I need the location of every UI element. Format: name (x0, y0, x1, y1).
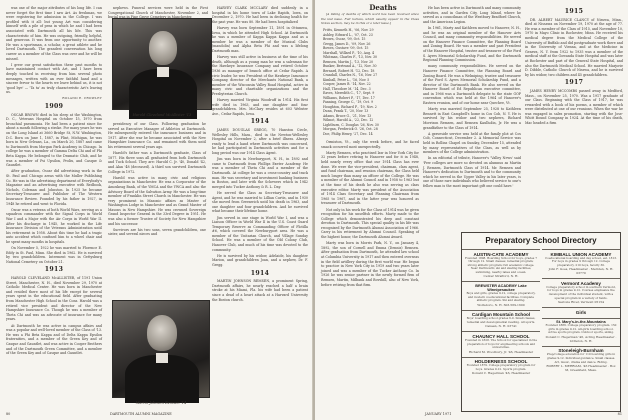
article-paragraph: MARTIN JOHNSON REMSEN, a prominent Spring, Dartmouth affairs, he nearly reached a half a brain stroke at his Miami, Fla. his wife had been a patient since a dead of a heart attack at a Harvard University the Boston church. (212, 279, 308, 302)
death-entry: Whitman, Charles F., '13, Nov. 30 (323, 55, 378, 59)
school-name: KIMBALL UNION ACADEMY (550, 251, 612, 257)
death-entry: Dunn, Frank T., '20, Nov. 13 (323, 109, 369, 113)
school-contact: Center Strafford, N. H. (483, 274, 519, 279)
ad-column-left (462, 249, 540, 378)
article-paragraph: Oscar was a veteran of both World Wars, serving as a squadron commander with the Signal Corps in World War I and a Major with the Air Corps in World War II. After his discharge in 1945, he worked in the Life Insurance Division of the Veterans Administration until his retirement in 1958. About this time he had a tragic auto accident which confined him to a wheel chair and he spent many months in hospitals. (6, 207, 102, 244)
death-entry: Marshall, Willard P., '10, Aug. 4 (323, 50, 375, 55)
article-paragraph: He has been active in Dartmouth and many community activities, and in Garden City, Long Island, where he served as a councilman of the Westbury Bradford Church, and the American Legion. (423, 6, 521, 24)
death-entry: Eaves, Meredith C., '17, Sept. 9 (323, 91, 375, 95)
death-entry: Kimball, Peter L., '16, Nov. 5 (323, 77, 370, 82)
school-contact: Donald C. Hagerman '46, Acting Headmaster · Littleton, N. H. (545, 334, 617, 343)
article-paragraph: was one of the major attributes of his long life. I can never forget the first time I saw Art. As freshman, we were registering for admission in the College. I was profiled with it all: but young Art was considering himself with a pile of pens in which he and I had been associated with Dartmouth all his life. This was characteristic of him. He was outgoing, friendly, helpful, and generous. It was from one opportunity to another. He was a sportsman, a scholar, a great athlete and he loved Dartmouth. The grandest conversation his long career as a member of the Class was over and he will be missed. (6, 6, 102, 61)
death-entry: Bernard, Robert H. '12, Dec. 18 (323, 68, 375, 73)
page-number: 80 (6, 412, 11, 416)
right-column-3 (525, 6, 623, 226)
school-description: Founded 1808. Boarding School for boys, grades 7 through 12. Small classes; remedial program; strong athletic program; full academic college. Near Dartmouth; ski and skating facilities, swimming, nearby lakes and ocean. (465, 255, 537, 274)
school-name: St. Mary's-in-the-Mountains (556, 320, 606, 325)
death-entry: Bowes, Gustave '09, Oct. 15 (323, 46, 369, 50)
article-paragraph: Marty Remsen, who practised law in New York City for 32 years before retiring to Hanover and for it in 1948, held nearly every office that our 1914 Class has ever done. We were the vice-president, chairman, class agent, and fund chairman, and reunion chairman, the Class held much longer than many an officer of the College. He was a member of the Alumni Council and in 1958 to 1963 but at the time of his death he also was serving as class executive editor. Marty was president of the Association of 1914 Class Secretary and Planning Chairman from 1965 to 1967, and in the latter year was honored as treasurer of Dartmouth. (321, 150, 419, 206)
class-year-heading: 1909 (44, 103, 64, 111)
portrait-collar (156, 353, 168, 363)
school-contact: Donald C. Hagerman '46, Headmaster (471, 371, 531, 376)
school-name: HOLDERNESS SCHOOL (474, 359, 528, 365)
class-year-heading: 1914 (250, 269, 270, 277)
school-description: Coeducational boarding and day school, est. 1813. For boys in grades 9 through 12. College preparatory. 210 boys, faculty 30. (545, 255, 617, 267)
death-entry: Crandall, Charles N., '16, Nov. 27 (323, 73, 378, 77)
article-paragraph: At Dartmouth he was active in campus affairs and was a popular and well-loved member of the Class of '13. He was a Phi Beta Kappa and of Delta Kappa Epsilon fraternities, and a member of the Green Key and of Casque and Gauntlet, and was active in Cooper Brothers and of the Dartmouth Green Committee, and a member of the Green Key and of Casque and Gauntlet. (6, 323, 102, 356)
school-contact: Richard M. Woodbury, Jr. '46, Headmaster (468, 349, 534, 354)
school-listing (542, 318, 620, 345)
article-paragraph: He is survived by his widow, Adelaide, his daughter Marion, and grandchildren Joan, and a nephew, Dr. F. Gregg. (212, 253, 308, 268)
class-year-heading: 1917 (564, 79, 584, 87)
portrait-collar (157, 67, 169, 77)
school-description: Founded 1879. College preparatory program for boys. Grades 9-12. Sports program. (466, 363, 536, 371)
left-column-2 (108, 122, 206, 302)
class-year-heading: 1915 (564, 8, 584, 15)
article-paragraph: A graveside service was held at the family plot at Cos Cob, Connecticut, December 2. A Memorial Service was held in Rollins Chapel on Sunday, December 15, attended by many representatives of the Class, as well as by members of the College administration. (423, 131, 521, 155)
school-contact: John F. Goes, Headmaster · Meriden, N. H. 03770 (548, 267, 614, 276)
left-column-1 (6, 6, 102, 406)
photo-caption: Harold Cleveland McAllister '13 (132, 113, 192, 117)
portrait-head (149, 31, 177, 65)
death-entry: Williams, Robert P., '17, Dec. 17 (323, 95, 375, 100)
school-listing (462, 331, 540, 355)
signature: ROLAND E. CROWLEY (62, 96, 102, 101)
article-paragraph: Harvey married Virginia Woodruff in 1914. His first wife died in 1963, and one daughter and four grandchildren. Mrs. McClary resides at 603 Webster Ave., Cedar Rapids, Iowa. (212, 98, 308, 116)
article-paragraph: Marty was born in Morris Park, N. Y., on January 4, 1892, the son of Cornell and Emma (Dennis) Remsen. After graduation from Dartmouth, he attended law school at Columbia University in 1917 and then entered overseas in the field artillery during the first world war. He began to practice in New York City in 1919 and two years later joined and was a member of the Tucker Anthony Co. In 1926 he was senior partner in the newly formed firm of Remsen, Martin, Milbank and Bovshill, also of New York, before retiring from that firm. (321, 241, 419, 287)
school-listing (462, 249, 540, 280)
article-paragraph: In an editorial of tribute, Hanover's 'Valley News' said 'Few colleges are more so devoted on alumnus as Martin J. Remsen, Dartmouth Class of 1914. Mr. Remsen and Hanover's dedication to Dartmouth and to the community which he served in the Upper Valley in his later years, is one of those rare individuals who believed service to one's fellow man is the most important gift one could have.' (423, 156, 521, 188)
article-paragraph: DR. ALBERT MAURICE CLANCY of Nisswa, Minn., died at Nissawa on November 19, 1970 at the age of 77. He was a member of the Class of 1915, and November 10, 1970 in Mayo Clinic in Rochester, Minn. He received his medical degree from the Medical College of the University of Buffalo and did postgraduate work there and in the University of Vienna, and at the Medicine in Geneva, N. Y. from 1922 to 1935 was a member of the medical staff at the Gowanda State Hospital and was later at Rochester and part of the General State Hospital, and also the Dartmouth Medical School. He married Marjorie D. Dibble, Catholic Church of Nisswa, and he is survived by his widow, two children and 45 grandchildren. (525, 17, 623, 77)
death-entry: Gregg, James D., '09, Nov. 26 (323, 41, 371, 46)
school-listing (542, 278, 620, 306)
death-entry: Cooper, James B. '14, Nov. 22 (323, 82, 371, 86)
school-contact: Saxtons River, Vermont 05154 (557, 300, 605, 305)
article-paragraph: Marty was married September 25, 1928 to Kathleen Bennett in East Campbell's home in Cos Cob, N. Y. He is survived by his widow and two nephews, Richard Morrison Remsen, and Remsen Kaulholin, Jr. He was a grandfather to the Class of 1914. (423, 107, 521, 130)
article-paragraph: HAROLD CLEVELAND McALLISTER, of 1191 Union Street, Manchester, N. H., died November 29, 1970 at Catholic Medical Center. He was born in Manchester and resided there most of his life except for several years spent in the educational field. After graduating from Manchester High School in the Cons. Harold was a retired vice president and director of the New Hampshire Insurance Co. Though he was a member of Theta Chi and was an advocate of insurance for many years. (6, 276, 102, 322)
school-contact: ROBERT L. MERRIAM, '46 Headmaster · Box M, Greenfield, Mass. (546, 364, 616, 373)
left-page (0, 0, 313, 420)
portrait-photo-remsen (112, 300, 210, 398)
article-paragraph: After graduation, Oscar did advertising work in the St. Paul and Chicago areas with the Muller Publishing Co. He was in the advertising department of Everybody's Magazine and an advertising executive with Redbook, Nichols, Coleman and Johnston. In 1925 he became Secretary-Treasurer and Publisher of The Western Insurance Review. Founded by his father in 1927, in 1948 he retired and went to Florida. (6, 169, 102, 206)
article-paragraph: He served the Class as Secretary-Treasurer and Agent, and he was married to Lillian Curtis, and in 1930 she moved from Greenwich until his death in 1963, and one daughter and four grandchildren. And he survived what became their lifetime home. (212, 190, 308, 214)
school-name: Vermont Academy (561, 280, 601, 286)
portrait-head (147, 315, 177, 351)
school-listing (462, 310, 540, 331)
school-name: AUSTIN-CATE ACADEMY (473, 251, 529, 257)
class-year-heading: 1914 (250, 118, 270, 126)
school-description: College preparatory school in southern Vermont, for boys in grades 9-12. Courses emphasize the development of the individual student, with a special program in a variety of fields. (546, 284, 616, 300)
deaths-list (323, 28, 379, 136)
school-name: BREWSTER ACADEMY Lake Winnipesaukee (475, 283, 527, 292)
ad-title: Preparatory School Directory (485, 236, 597, 245)
death-entry: Houghton, Richard F., '19, Nov. 2 (323, 104, 377, 109)
school-description: Founded 1886. College preparatory program. 150 girls in grades 9-12. All-girls boarding school. Active sports program. Outdoor sports, skiing. (545, 323, 617, 335)
article-paragraph: Ormiston, Vt., only the week before, and he faced smack occurred most unexpectedly. (321, 140, 419, 149)
school-name: Stoneleigh-Burnham (558, 348, 604, 354)
school-contact: Wolfeboro, N. H. 603-569-1600 (477, 302, 525, 307)
school-listing (542, 346, 620, 374)
deaths-intro (321, 12, 419, 26)
article-paragraph: Harvey was still active in business at the time of his death, although as a young man he was a salesman for the Hawkeye Insurance Company and retired October 1936 as manager of branch office at Cedar Rapids. A civic leader, he was President of the Hawkeye Insurance Company, director of the Merchants National Bank, a member of the Wisconsin Valley Road Hospital, active in many civic and charitable organizations and the Presbyterian Church. (212, 55, 308, 96)
article-paragraph: presidency of our Class. Following graduation he served as Executive Manager of Athletics at Dartmouth. He subsequently entered the insurance business and in 1917. After she war he became associated with the New Hampshire Insurance Co. and remained with them until his retirement several years ago. (108, 122, 206, 149)
school-name: Cardigan Mountain School (471, 312, 531, 318)
school-name: CHAUNCY HALL SCHOOL (472, 333, 530, 339)
running-footer: DARTMOUTH ALUMNI MAGAZINE (110, 412, 172, 416)
article-paragraph: Harold's father was a Dartmouth graduate, Class of 1877. His three sons all graduated from both Dartmouth and Tuck School. They are: Harold C. Jr. '40, Donald '42, and Alan '48 (deceased). A third son survived Dartmouth College in 1972. (108, 151, 206, 174)
school-listing (542, 307, 620, 317)
death-entry: Wilmot, Harold A., '22, Dec. 12 (323, 118, 374, 122)
portrait-photo-mcallister (112, 18, 212, 110)
article-paragraph: many community responsibilities. He served on the Hanover Finance Committee, the Planning Board and Zoning Board. He was a Welmiping, trustee and treasurer of the Ford S. Ayres Memorial Scholarship Fund, and a director of the Dartmouth Bank. He also served on the Hanover Board of Ed Republican executive committee, and in 1966 was a Dartmouth delegate to the state GOP convention which was held at the 1964 of Hanover's Eastern reunion, and of our home near Quechee, Vt. (423, 64, 521, 106)
article-paragraph: Survivors are his two sons, seven grandchildren, one sister, and several nieces and (108, 227, 206, 237)
left-column-3 (212, 6, 308, 406)
school-description: Boys and girls, grades 9-12, college preparatory, and modern coeducational facilities. Complete athletic program. Ski and skating. (466, 290, 536, 303)
article-paragraph: On November 5, 1922 he was married to Florence E. Eddy in St. Paul, Minn. She died in 1962. He is survived by two grandchildren. Interment was in Gettysburg National Cemetery on October 21. (6, 246, 102, 264)
article-paragraph: Jim served in one stage in World War I, and was a Liaison Officer in World War II in the U.S. Coast Guard Temporary Reserve as Commanding Officer of Flotilla #6, which covered the Newburyport area. He was a member of the Unitarian Church, and Village Sunday School. He was a member of the Old Colony Club, Hanover Club, and much of his time was devoted to the community. (212, 215, 308, 252)
school-listing (462, 281, 540, 308)
death-entry: Lightburn, C. Douglas '26, Nov. 30 (323, 122, 379, 127)
death-entry: Ashley, Edward L., '07, Oct. 23 (323, 32, 373, 37)
school-name: Girls (575, 309, 587, 315)
ad-column-right (542, 249, 620, 375)
death-entry: Fanning, George C., '19, Oct. 9 (323, 100, 374, 104)
deaths-intro-text: [A listing of deaths of which word has been received since the last issue. Full notices, which usually appear in the Class Notes section, may be in this or a later issue.] (321, 12, 419, 26)
article-paragraph: nephews. Funeral services were held in the First Congregational Church of Manchester, November 2, and burial was in Pine Grove Cemetery in Manchester. (108, 6, 208, 20)
running-footer: JANUARY 1971 (425, 412, 452, 416)
class-year-heading: 1913 (44, 266, 64, 274)
article-paragraph: JAMES DOUGLAS GREGG, 70 Hanston Circle, Wellesley Hills, Mass., died in the Newton-Wellesley Hospital on November 2, after a brief illness. Always ready to lend a hand where Dartmouth was concerned, he had participated in Dartmouth activities and for a long period was our 1914 Class Agent. (212, 128, 308, 155)
article-paragraph: OSCAR BROWN died in his sleep at the Washington, D. C., Veterans Hospital on October 15, 1970 from bronchial pneumonia. He had been a patient since for about a month following a stroke. For many years he was on the Long Island at 3660 Bridge St, N.W. Washington, D.C. Born on June 1, 1887, in Flint, Michigan, he was born in New Orleans, La., on March 20, 1887 and came to Dartmouth from Morgan Park Academy in Chicago. In college he was a member of Gamma Delta Chi and of Phi Beta Kappa. He belonged to the Dramatic Club, and he was a member of Psi Upsilon, Prolix, and Casque & Gauntlet. (6, 112, 102, 168)
death-entry: Brown, Oscar, '09, Oct. 15 (323, 37, 366, 41)
school-description: Founded in 1828. The School for specialized in the preparation of boys for engineering schools and universities. (464, 337, 538, 350)
right-column-1 (321, 140, 419, 412)
death-entry: Doe, Philip Henry, '27, Dec. 14 (323, 131, 373, 136)
article-paragraph: In 1961, Marty and Kathleen moved to Hanover, N. H., and he was an original member of the Hanover Arts Council, and many community responsibilities. He served on the Hanover Finance Committee, the Planning Board and Zoning Board. He was a member and past President of the Hanover Hospital, trustee and treasurer of the Ford S. Ayres Memorial Scholarship Fund, and the Dartmouth Regional Planning Commission. (423, 25, 521, 63)
article-paragraph: Jim was born in Newburyport, N. H., in 1892 and came to Dartmouth from Phillips Exeter Academy. He was a member of Theta Chi and a member of the Dartmouth. At college he was a cross-country and track man. He was secretary and investment banking business in Boston, and later with the Schewers which in 1942 merged into Tucker Anthony & R. L. Day. (212, 157, 308, 189)
school-description: Prep/college education for 110 boarding girls in grades 9-12. Individual guidance. Small classes. Art, music, drama and dance. Riding. (546, 352, 616, 364)
school-listing (542, 249, 620, 277)
death-entry: Hall, Theodore M. '14, Dec. 3 (323, 86, 371, 91)
death-entry: Bunker, Bertrand A., '12, Nov. 30 (323, 64, 377, 68)
article-paragraph: Not only in his work for the Class of 1914 was he given recognition for his unselfish efforts. Marty made to the College which demonstrated his deep and constant devotion to Dartmouth. This special quality in his life was recognized by the Dartmouth Alumni Association of 1966. Carry in his retirement by Alumni Council. Speaking of the highest honor, the Dartmouth Alumni Award. (321, 207, 419, 240)
death-entry: Remsen, Martin J., '13, Nov. 20 (323, 59, 374, 64)
left-column-2-top (108, 6, 208, 20)
article-paragraph: JAMES HENRY MCCOMBS passed away in Medford, Mass., on November 25, 1970. Was a 1917 graduate of our Class. Beginning with the Class of 1917, he was rewarded with a book of his poems, a member of which were distributed at one of our reunions. When the war he was engaged in sales promotion, starting with the Jose-Whitt Bound Company in 1924. At the time of his death, Mac headed a firm (525, 88, 623, 126)
article-paragraph: Harvey was born September 11, 1891 in Ottumwa, Iowa, in which he attended High School. At Dartmouth he was a member of Kappa Kappa Kappa and as a member he was a member of the Musical Clubs (mandolin) and Alpha Beta Phi and was a lifelong Dartmouth man. (212, 25, 308, 53)
school-contact: Canaan, N. H. 03741 (485, 324, 517, 329)
article-paragraph: HARVEY CLARK MCCLARY died suddenly in a hospital in his home town of Lake Rapids, Iowa, on December 2, 1970. He had been in declining health for the past year. He was 80. He had been hospitalized (212, 6, 308, 24)
school-description: Boys' boarding school grades 6-9. Small classes, remedial and developmental reading. All sports. (466, 316, 536, 324)
article-paragraph: Harold was active in many civic and religious organizations in Manchester. He was a Corporator of the Amoskeag Bank, of the YMCA and the YWCA and also the Advisory Board of the Salvation Army. He was a long-time member of Franklin Street Church in Manchester. He was very prominent in Masonic affairs as Master of Washington Lodge in Manchester and as Grand Master of Masons in New Hampshire. He was crowned Sovereign Grand Inspector General in the 33rd Degree in 1951. He was also a former Trustee of Society for New Hampshire and his successor. (108, 175, 206, 226)
photo-caption: Martin Johnson Remsen '14 (135, 401, 187, 405)
page-number: 81 (617, 412, 622, 416)
death-entry: Morgan, Frederick O. '26, Oct. 28 (323, 127, 378, 131)
death-entry: Fritts, Kenneth H., '06, Nov. 29 (323, 28, 374, 32)
deaths-heading: Deaths (369, 3, 397, 12)
school-listing (462, 357, 540, 378)
article-paragraph: I grew our great satisfaction these past months to have maintained contact with Art, and I have been deeply touched in receiving from him several photo messages, written with an ever faithful hand and a sincere fervor to the hearts we leave behind us, it is not 'good bye' — 'Ta ta' as truly characteristic Art's leaving us. (6, 62, 102, 95)
death-entry: Adams, Bruce G., '21, Nov. 13 (323, 113, 372, 118)
